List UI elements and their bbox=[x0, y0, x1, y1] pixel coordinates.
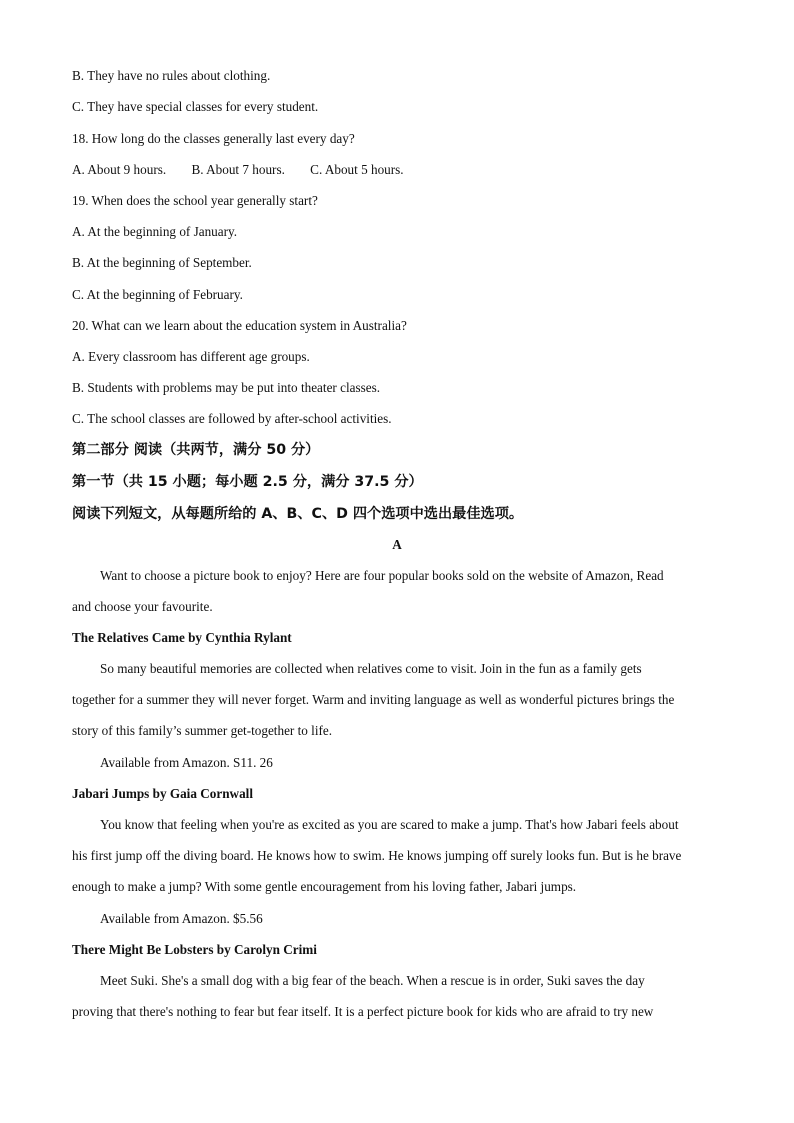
book1-line-2: together for a summer they will never forget. Warm and inviting language as well as wonderful pictures brings the bbox=[72, 692, 675, 707]
option-19c: C. At the beginning of February. bbox=[72, 287, 243, 302]
book2-price: Available from Amazon. $5.56 bbox=[100, 911, 263, 926]
option-19a: A. At the beginning of January. bbox=[72, 224, 238, 239]
book-title-1: The Relatives Came by Cynthia Rylant bbox=[72, 630, 292, 645]
options-18 bbox=[72, 161, 426, 179]
intro-line-1: Want to choose a picture book to enjoy? Here are four popular books sold on the website of Amazon, Read bbox=[100, 568, 664, 583]
book2-line-3: enough to make a jump? With some gentle encouragement from his loving father, Jabari jumps. bbox=[72, 879, 577, 894]
option-17b: B. They have no rules about clothing. bbox=[72, 68, 271, 83]
question-19: 19. When does the school year generally start? bbox=[72, 193, 318, 208]
option-17c: C. They have special classes for every student. bbox=[72, 99, 319, 114]
book1-line-1: So many beautiful memories are collected when relatives come to visit. Join in the fun as a family gets bbox=[100, 661, 642, 676]
book2-line-2: his first jump off the diving board. He knows how to swim. He knows jumping off surely looks fun. But is he brave bbox=[72, 848, 682, 863]
question-20: 20. What can we learn about the education system in Australia? bbox=[72, 318, 407, 333]
option-18b: B. About 7 hours. bbox=[191, 162, 285, 177]
book3-line-2: proving that there's nothing to fear but fear itself. It is a perfect picture book for kids who are afraid to try new bbox=[72, 1004, 654, 1019]
book-title-2: Jabari Jumps by Gaia Cornwall bbox=[72, 786, 253, 801]
passage-label: A bbox=[392, 537, 402, 552]
option-18a: A. About 9 hours. bbox=[72, 162, 167, 177]
option-20a: A. Every classroom has different age groups. bbox=[72, 349, 310, 364]
book2-line-1: You know that feeling when you're as excited as you are scared to make a jump. That's how Jabari feels about bbox=[100, 817, 679, 832]
subsection-heading: 第一节（共 15 小题；每小题 2.5 分，满分 37.5 分） bbox=[72, 474, 423, 490]
instructions: 阅读下列短文，从每题所给的 A、B、C、D 四个选项中选出最佳选项。 bbox=[72, 506, 524, 522]
option-19b: B. At the beginning of September. bbox=[72, 255, 252, 270]
intro-line-2: and choose your favourite. bbox=[72, 599, 213, 614]
book1-line-3: story of this family’s summer get-together to life. bbox=[72, 723, 333, 738]
option-20b: B. Students with problems may be put into theater classes. bbox=[72, 380, 381, 395]
book1-price: Available from Amazon. S11. 26 bbox=[100, 755, 273, 770]
question-18: 18. How long do the classes generally last every day? bbox=[72, 131, 355, 146]
section-heading: 第二部分 阅读（共两节，满分 50 分） bbox=[72, 442, 320, 458]
book-title-3: There Might Be Lobsters by Carolyn Crimi bbox=[72, 942, 317, 957]
option-18c: C. About 5 hours. bbox=[310, 162, 404, 177]
option-20c: C. The school classes are followed by after-school activities. bbox=[72, 411, 392, 426]
book3-line-1: Meet Suki. She's a small dog with a big fear of the beach. When a rescue is in order, Suki saves the day bbox=[100, 973, 645, 988]
